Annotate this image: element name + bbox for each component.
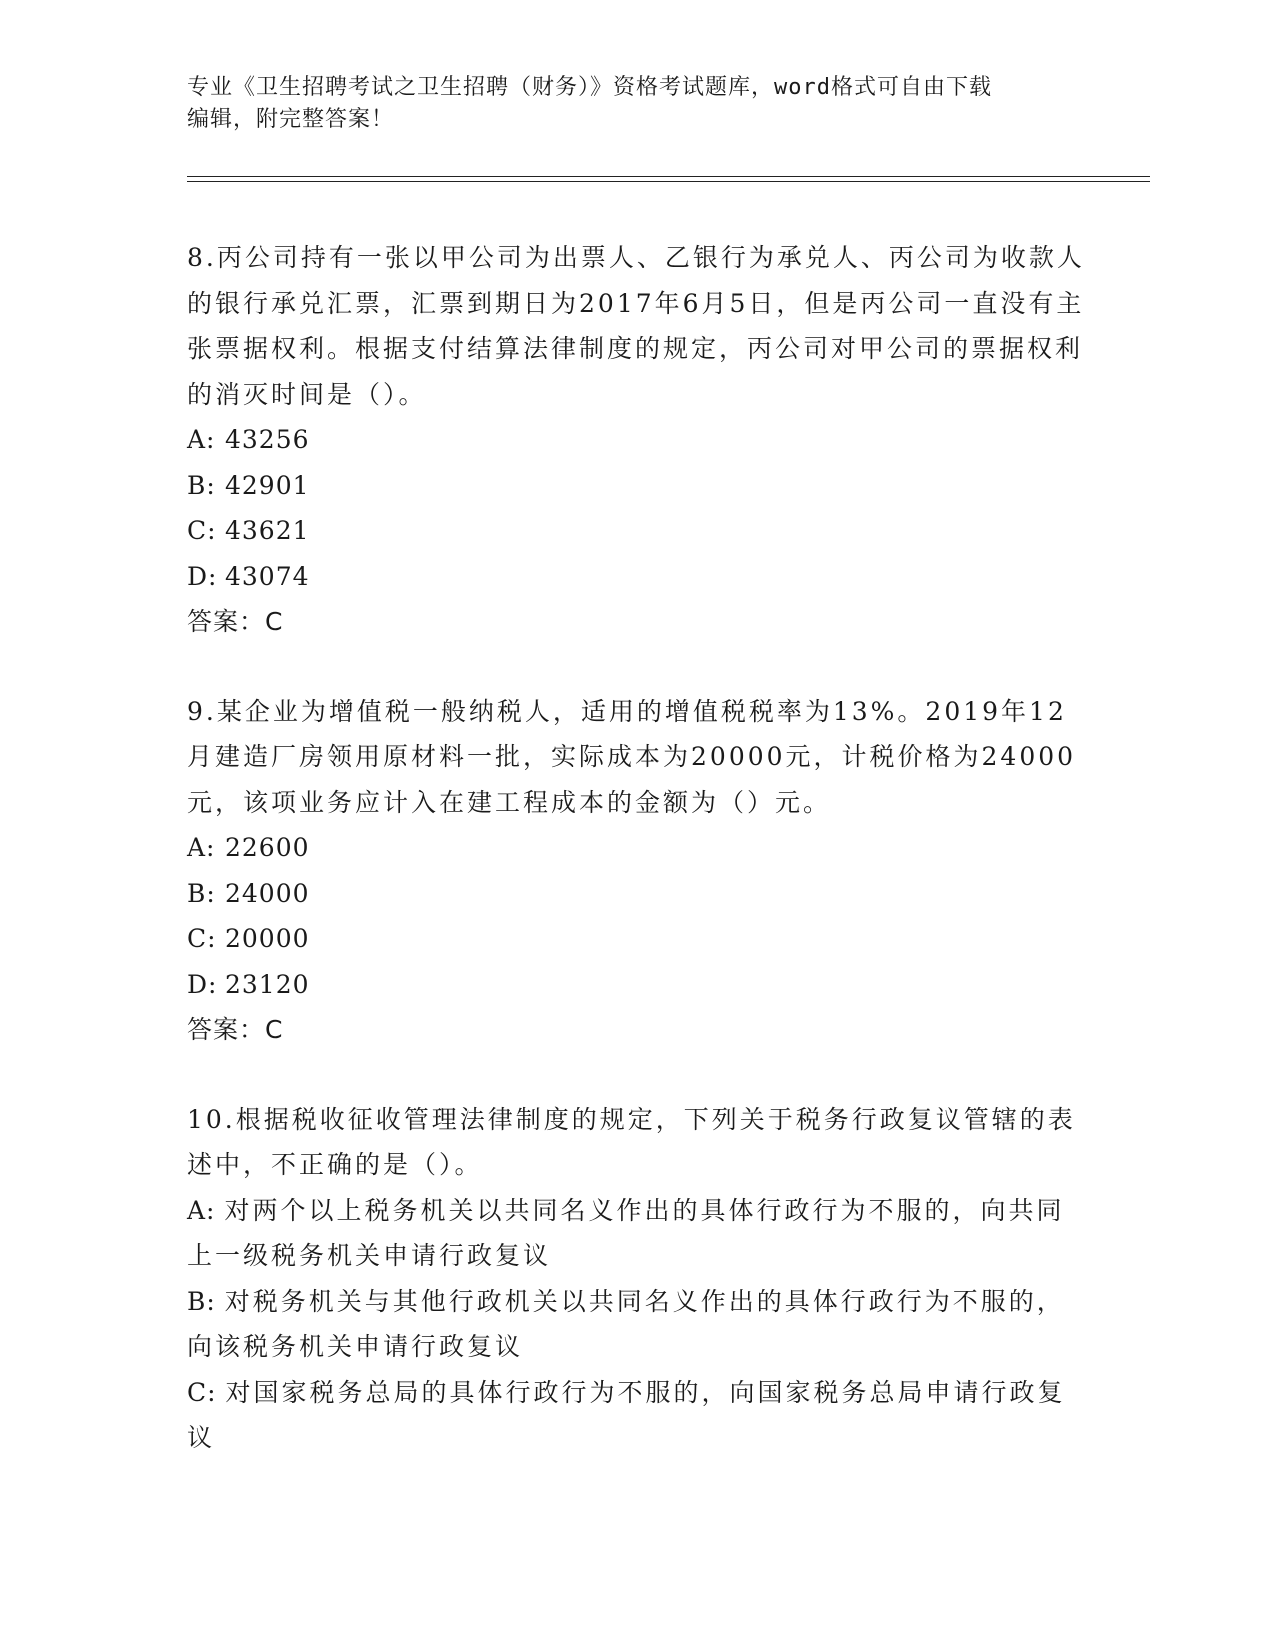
option-text: 对国家税务总局的具体行政行为不服的，向国家税务总局申请行政复议: [187, 1377, 1066, 1452]
option-b: [187, 871, 1087, 917]
option-d: [187, 554, 1087, 600]
header-line-1: 专业《卫生招聘考试之卫生招聘（财务）》资格考试题库，word格式可自由下载: [187, 75, 992, 100]
option-c: [187, 1370, 1087, 1461]
option-letter: C:: [187, 924, 217, 953]
option-text: 43074: [225, 561, 310, 591]
option-letter: A:: [187, 833, 216, 862]
question-8: [187, 235, 1087, 645]
header-line-2: 编辑，附完整答案！: [187, 107, 395, 132]
option-letter: D:: [187, 969, 218, 999]
option-d: [187, 962, 1087, 1008]
option-letter: C:: [187, 1377, 217, 1407]
question-list: [187, 235, 1087, 1505]
question-9: [187, 689, 1087, 1053]
option-text: 对税务机关与其他行政机关以共同名义作出的具体行政行为不服的，向该税务机关申请行政复议: [187, 1286, 1065, 1361]
option-text: 20000: [225, 924, 310, 953]
option-a: [187, 825, 1087, 871]
option-letter: C:: [187, 516, 217, 545]
header-divider-bottom: [187, 181, 1150, 182]
option-text: 43256: [225, 425, 310, 454]
question-text: 10.根据税收征收管理法律制度的规定，下列关于税务行政复议管辖的表述中，不正确的是（）。: [187, 1104, 1076, 1179]
option-a: [187, 417, 1087, 463]
option-letter: A:: [187, 1195, 216, 1225]
question-text: 9.某企业为增值税一般纳税人，适用的增值税税率为13%。2019年12月建造厂房领用原材料一批，实际成本为20000元，计税价格为24000元，该项业务应计入在建工程成本的金额为（）元。: [187, 696, 1077, 817]
option-text: 43621: [225, 516, 310, 545]
option-text: 42901: [225, 470, 310, 500]
option-letter: B:: [187, 878, 216, 908]
document-header: [187, 72, 1087, 136]
option-b: [187, 463, 1087, 509]
option-letter: D:: [187, 561, 218, 591]
answer-line: 答案：C: [187, 607, 284, 636]
option-letter: B:: [187, 1286, 216, 1316]
option-letter: A:: [187, 425, 216, 454]
question-10: [187, 1097, 1087, 1461]
option-a: [187, 1188, 1087, 1279]
option-letter: B:: [187, 470, 216, 500]
question-text: 8.丙公司持有一张以甲公司为出票人、乙银行为承兑人、丙公司为收款人的银行承兑汇票，汇票到期日为2017年6月5日，但是丙公司一直没有主张票据权利。根据支付结算法律制度的规定，丙公司对甲公司的票据权利的消灭时间是（）。: [187, 243, 1085, 409]
option-text: 对两个以上税务机关以共同名义作出的具体行政行为不服的，向共同上一级税务机关申请行政复议: [187, 1195, 1065, 1270]
option-c: [187, 916, 1087, 962]
header-divider-top: [187, 176, 1150, 177]
option-text: 23120: [225, 969, 310, 999]
answer-line: 答案：C: [187, 1015, 284, 1044]
option-text: 24000: [225, 878, 310, 908]
option-text: 22600: [225, 833, 310, 862]
option-b: [187, 1279, 1087, 1370]
option-c: [187, 508, 1087, 554]
